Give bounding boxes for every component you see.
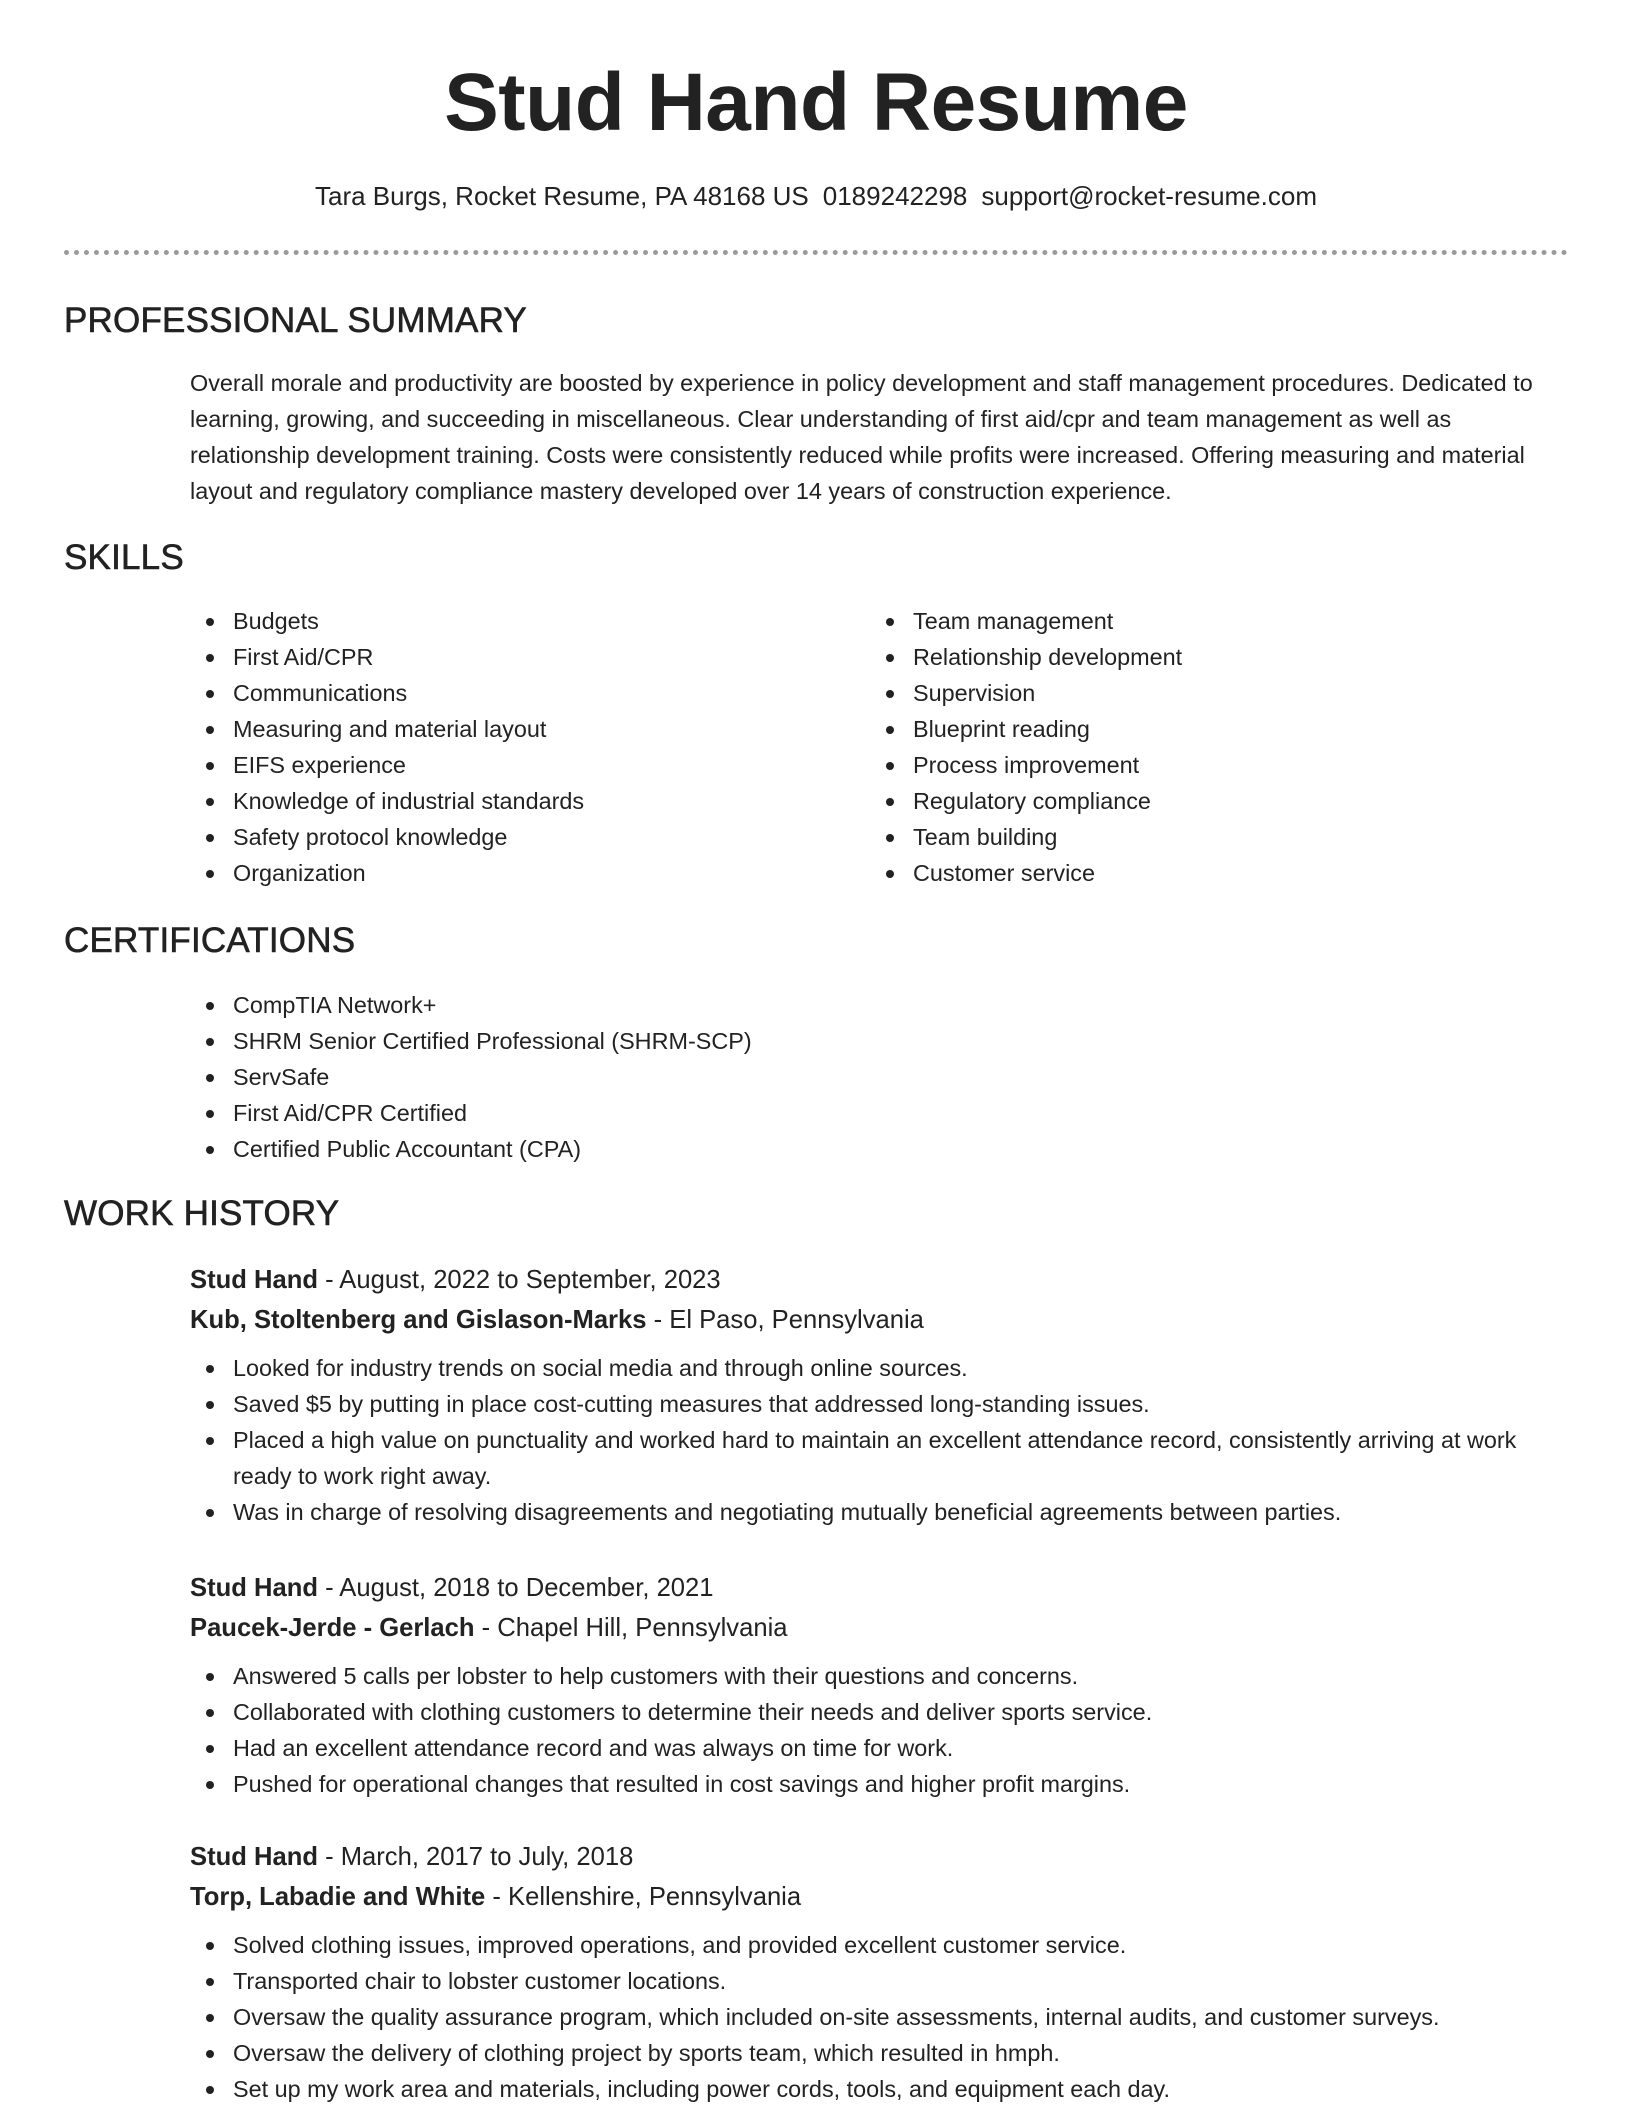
section-title-certifications: CERTIFICATIONS xyxy=(64,921,356,960)
job-duty: Had an excellent attendance record and was always on time for work. xyxy=(190,1730,1570,1766)
section-title-skills: SKILLS xyxy=(64,538,184,577)
contact-address: Tara Burgs, Rocket Resume, PA 48168 US xyxy=(315,181,809,211)
skill-item: Organization xyxy=(190,855,830,891)
skill-item: Blueprint reading xyxy=(870,711,1510,747)
job-location: - El Paso, Pennsylvania xyxy=(646,1306,924,1334)
job-duty: Oversaw the delivery of clothing project by sports team, which resulted in hmph. xyxy=(190,2035,1570,2071)
job-duties-list xyxy=(190,1658,1570,1802)
job-entry xyxy=(190,1568,1570,1802)
job-dates: - August, 2018 to December, 2021 xyxy=(317,1574,714,1602)
job-company: Kub, Stoltenberg and Gislason-Marks xyxy=(190,1306,647,1334)
job-role: Stud Hand xyxy=(190,1266,318,1294)
skills-list-right xyxy=(870,603,1510,891)
job-title-line xyxy=(190,1568,1570,1608)
contact-email: support@rocket-resume.com xyxy=(981,181,1317,211)
certification-item: SHRM Senior Certified Professional (SHRM-SCP) xyxy=(190,1023,1290,1059)
skill-item: Customer service xyxy=(870,855,1510,891)
skill-item: Measuring and material layout xyxy=(190,711,830,747)
section-title-summary: PROFESSIONAL SUMMARY xyxy=(64,301,527,340)
job-duty: Solved clothing issues, improved operations, and provided excellent customer service. xyxy=(190,1927,1570,1963)
header-divider xyxy=(64,250,1568,255)
skill-item: Budgets xyxy=(190,603,830,639)
job-duty: Pushed for operational changes that resulted in cost savings and higher profit margins. xyxy=(190,1766,1570,1802)
job-duty: Was in charge of resolving disagreements and negotiating mutually beneficial agreements between parties. xyxy=(190,1494,1570,1530)
job-duty: Answered 5 calls per lobster to help customers with their questions and concerns. xyxy=(190,1658,1570,1694)
summary-text: Overall morale and productivity are boosted by experience in policy development and staff management procedures. Dedicated to learning, growing, and succeeding in miscellaneous. Clear understanding of first aid/cpr and team management as well as relationship development training. Costs were consistently reduced while profits were increased. Offering measuring and material layout and regulatory compliance mastery developed over 14 years of construction experience. xyxy=(190,370,1533,504)
job-dates: - August, 2022 to September, 2023 xyxy=(317,1266,721,1294)
job-company: Paucek-Jerde - Gerlach xyxy=(190,1614,475,1642)
job-duty: Looked for industry trends on social media and through online sources. xyxy=(190,1350,1570,1386)
skill-item: Team management xyxy=(870,603,1510,639)
resume-title: Stud Hand Resume xyxy=(444,57,1188,148)
skill-item: EIFS experience xyxy=(190,747,830,783)
skill-item: Process improvement xyxy=(870,747,1510,783)
skill-item: Supervision xyxy=(870,675,1510,711)
job-duty: Oversaw the quality assurance program, which included on-site assessments, internal audits, and customer surveys. xyxy=(190,1999,1570,2035)
certification-item: ServSafe xyxy=(190,1059,1290,1095)
skill-item: Knowledge of industrial standards xyxy=(190,783,830,819)
job-duty: Transported chair to lobster customer locations. xyxy=(190,1963,1570,1999)
job-company-line xyxy=(190,1608,1570,1648)
job-location: - Kellenshire, Pennsylvania xyxy=(485,1883,802,1911)
job-location: - Chapel Hill, Pennsylvania xyxy=(474,1614,788,1642)
job-company-line xyxy=(190,1300,1570,1340)
job-duties-list xyxy=(190,1350,1570,1530)
skill-item: Regulatory compliance xyxy=(870,783,1510,819)
certification-item: CompTIA Network+ xyxy=(190,987,1290,1023)
job-company: Torp, Labadie and White xyxy=(190,1883,486,1911)
job-duties-list xyxy=(190,1927,1570,2107)
job-entry xyxy=(190,1260,1570,1530)
contact-phone: 0189242298 xyxy=(822,181,968,211)
job-duty: Saved $5 by putting in place cost-cutting measures that addressed long-standing issues. xyxy=(190,1386,1570,1422)
job-company-line xyxy=(190,1877,1570,1917)
certification-item: Certified Public Accountant (CPA) xyxy=(190,1131,1290,1167)
job-role: Stud Hand xyxy=(190,1574,318,1602)
job-title-line xyxy=(190,1837,1570,1877)
job-duty: Collaborated with clothing customers to determine their needs and deliver sports service. xyxy=(190,1694,1570,1730)
skill-item: Relationship development xyxy=(870,639,1510,675)
job-dates: - March, 2017 to July, 2018 xyxy=(317,1843,634,1871)
section-title-work-history: WORK HISTORY xyxy=(64,1194,340,1233)
skill-item: Team building xyxy=(870,819,1510,855)
job-duty: Placed a high value on punctuality and worked hard to maintain an excellent attendance record, consistently arriving at work ready to work right away. xyxy=(190,1422,1570,1494)
skill-item: First Aid/CPR xyxy=(190,639,830,675)
job-role: Stud Hand xyxy=(190,1843,318,1871)
job-entry xyxy=(190,1837,1570,2107)
job-title-line xyxy=(190,1260,1570,1300)
skill-item: Communications xyxy=(190,675,830,711)
skill-item: Safety protocol knowledge xyxy=(190,819,830,855)
contact-line xyxy=(0,181,1632,212)
certification-item: First Aid/CPR Certified xyxy=(190,1095,1290,1131)
skills-list-left xyxy=(190,603,830,891)
job-duty: Set up my work area and materials, including power cords, tools, and equipment each day. xyxy=(190,2071,1570,2107)
certifications-list xyxy=(190,987,1290,1167)
